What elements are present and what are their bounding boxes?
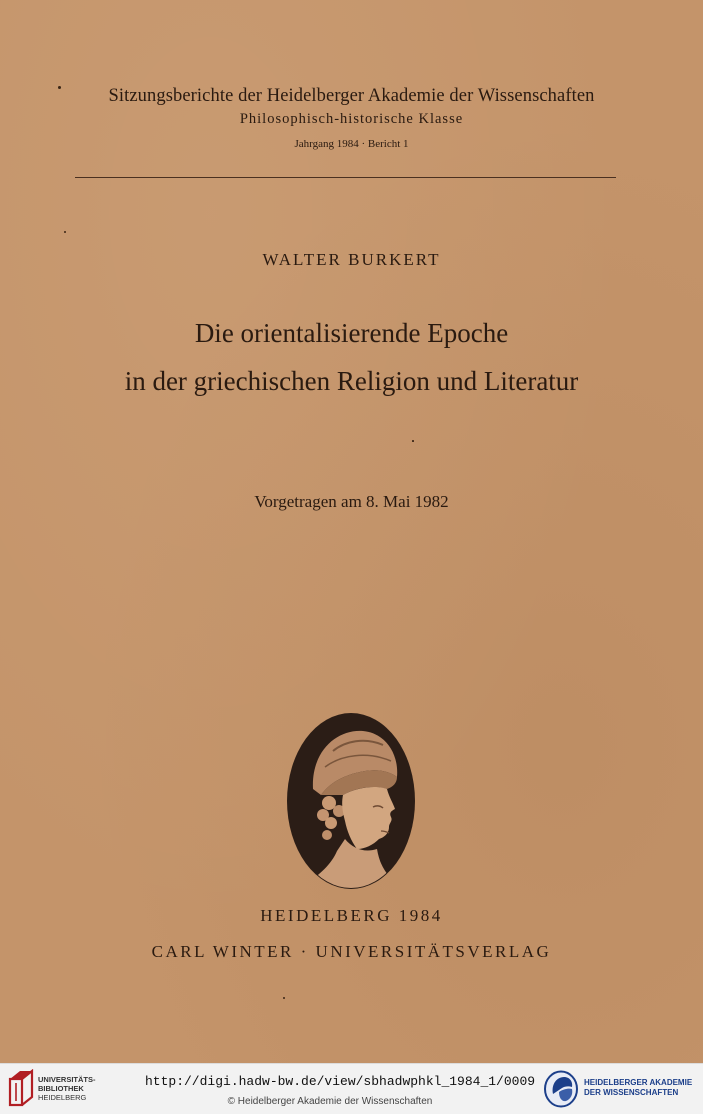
class-name: Philosophisch-historische Klasse xyxy=(239,111,464,127)
author-name: WALTER BURKERT xyxy=(262,250,441,269)
lecture-date: Vorgetragen am 8. Mai 1982 xyxy=(254,492,449,511)
series-title: Sitzungsberichte der Heidelberger Akademie der Wissenschaften xyxy=(108,86,595,106)
paper-speck xyxy=(64,231,66,233)
academy-seal-icon xyxy=(543,1070,579,1108)
document-url-link[interactable]: http://digi.hadw-bw.de/view/sbhadwphkl_1984_1/0009 xyxy=(145,1074,536,1089)
paper-speck xyxy=(283,997,285,999)
place-year: HEIDELBERG 1984 xyxy=(260,906,443,925)
copyright-notice: © Heidelberger Akademie der Wissenschaften xyxy=(227,1096,433,1107)
academy-name: HEIDELBERGER AKADEMIE DER WISSENSCHAFTEN xyxy=(584,1078,693,1097)
volume-info: Jahrgang 1984 · Bericht 1 xyxy=(294,138,409,150)
book-title-line2: in der griechischen Religion und Literatur xyxy=(124,366,579,396)
book-title-line1: Die orientalisierende Epoche xyxy=(194,318,509,348)
university-library-name: UNIVERSITÄTS- BIBLIOTHEK HEIDELBERG xyxy=(38,1075,96,1102)
viewer-footer xyxy=(0,1063,703,1114)
paper-speck xyxy=(412,440,414,442)
athena-medallion-icon xyxy=(285,711,417,891)
publisher-name: CARL WINTER · UNIVERSITÄTSVERLAG xyxy=(151,942,552,961)
university-library-logo-icon xyxy=(8,1069,34,1107)
paper-speck xyxy=(58,86,61,89)
divider-rule xyxy=(75,177,616,178)
